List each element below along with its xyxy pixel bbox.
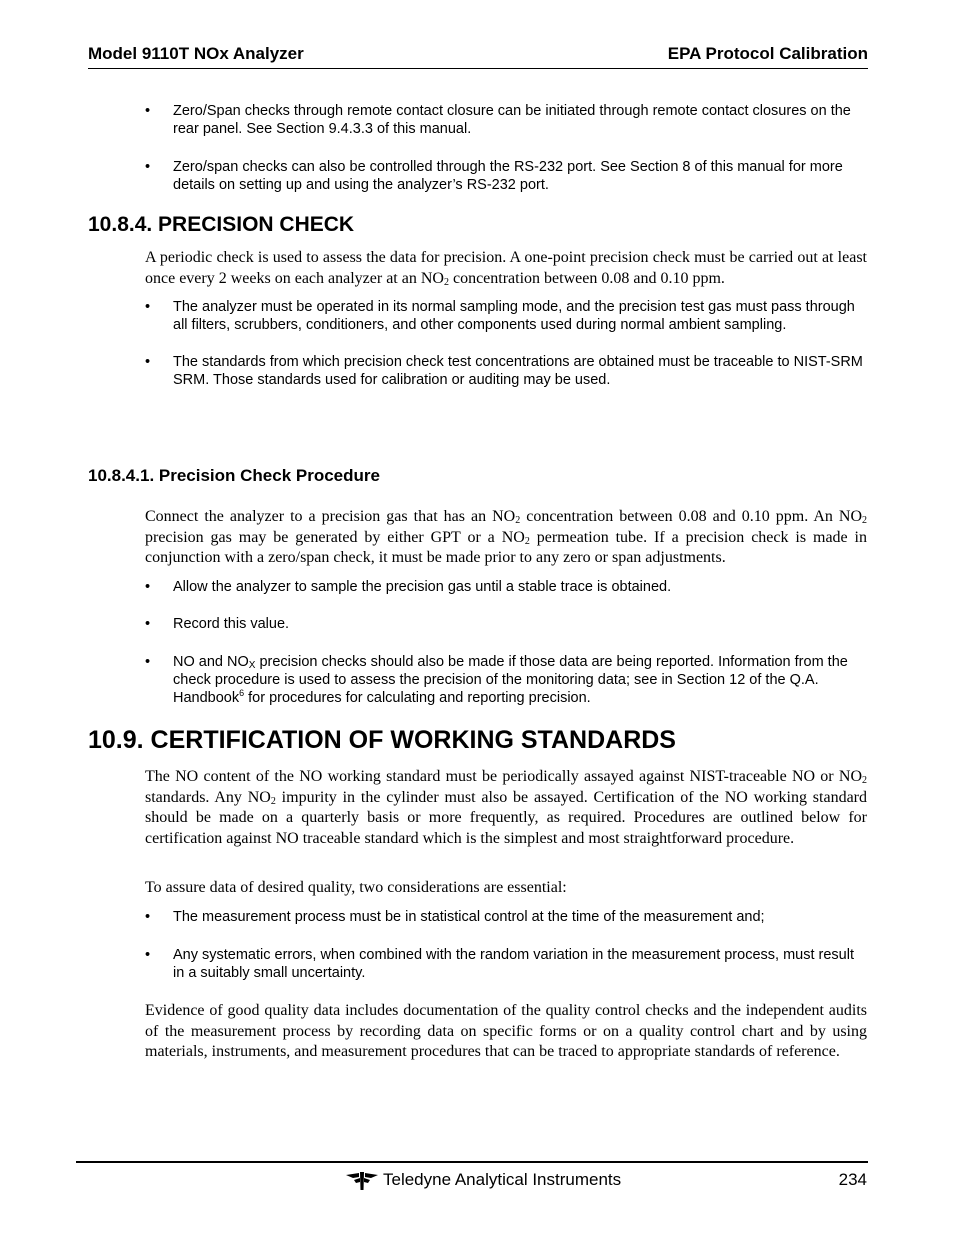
precision-check-bullet-list: [145, 298, 867, 389]
list-item: • Any systematic errors, when combined with the random variation in the measurement process, must result in a suitably small uncertainty.: [145, 947, 854, 981]
page-header: [88, 44, 868, 69]
list-item: • NO and $NO_X$ precision checks should also be made if those data are being reported. Information from the check procedure is used to assess the precision of the monitoring data; see in Section 12 of the Q.A. Handbook$^6$ for procedures for calculating and reporting precision.: [145, 654, 848, 706]
section-heading-certification: 10.9. CERTIFICATION OF WORKING STANDARDS: [88, 726, 676, 754]
intro-bullet-list: [145, 102, 867, 194]
certification-paragraph-3: Evidence of good quality data includes documentation of the quality control checks and the independent audits of the measurement process by recording data on specific forms or on a quality control chart and by using materials, instruments, and measurement procedures that can be traced to appropriate standards of reference.: [145, 1002, 867, 1060]
footer-company-name: Teledyne Analytical Instruments: [383, 1170, 622, 1189]
list-item: • The measurement process must be in statistical control at the time of the measurement and;: [145, 909, 765, 925]
certification-paragraph-2: To assure data of desired quality, two considerations are essential:: [145, 879, 567, 896]
list-item: • Allow the analyzer to sample the precision gas until a stable trace is obtained.: [145, 579, 672, 595]
list-item: • Record this value.: [145, 616, 290, 632]
subsection-heading-procedure: 10.8.4.1. Precision Check Procedure: [88, 466, 380, 485]
certification-bullet-list: [145, 908, 867, 982]
page-number: 234: [838, 1170, 867, 1189]
section-heading-precision-check: 10.8.4. PRECISION CHECK: [88, 213, 355, 236]
list-item: • Zero/Span checks through remote contact closure can be initiated through remote contact closures on the rear panel. See Section 9.4.3.3 of this manual.: [145, 103, 851, 137]
precision-check-paragraph: A periodic check is used to assess the data for precision. A one-point precision check must be carried out at least once every 2 weeks on each analyzer at an $NO_2$ concentration between 0.08 and 0.10 ppm.: [145, 249, 867, 288]
procedure-paragraph: Connect the analyzer to a precision gas that has an $NO_2$ concentration between 0.08 and 0.10 ppm. An $NO_2$ precision gas may be generated by either GPT or a $NO_2$ permeation tube. If a precision check is made in conjunction with a zero/span check, it must be made prior to any zero or span adjustments.: [145, 508, 868, 566]
list-item: • The standards from which precision check test concentrations are obtained must be traceable to NIST-SRM SRM. Those standards used for calibration or auditing may be used.: [145, 354, 863, 388]
footer-divider: [76, 1161, 868, 1163]
header-section-title: EPA Protocol Calibration: [667, 44, 868, 63]
header-model-title: Model 9110T NOx Analyzer: [88, 44, 304, 63]
procedure-bullet-list: [145, 578, 867, 707]
teledyne-logo-icon: [346, 1171, 378, 1191]
list-item: • The analyzer must be operated in its normal sampling mode, and the precision test gas must pass through all filters, scrubbers, conditioners, and other components used during normal ambient sampling.: [145, 299, 855, 333]
list-item: • Zero/span checks can also be controlled through the RS-232 port. See Section 8 of this manual for more details on setting up and using the analyzer’s RS-232 port.: [145, 159, 843, 193]
certification-paragraph-1: The NO content of the NO working standard must be periodically assayed against NIST-traceable NO or $NO_2$ standards. Any $NO_2$ impurity in the cylinder must also be assayed. Certification of the NO working standard should be made on a quarterly basis or more frequently, as required. Procedures are outlined below for certification against NO traceable standard which is the simplest and most straightforward procedure.: [145, 768, 867, 847]
